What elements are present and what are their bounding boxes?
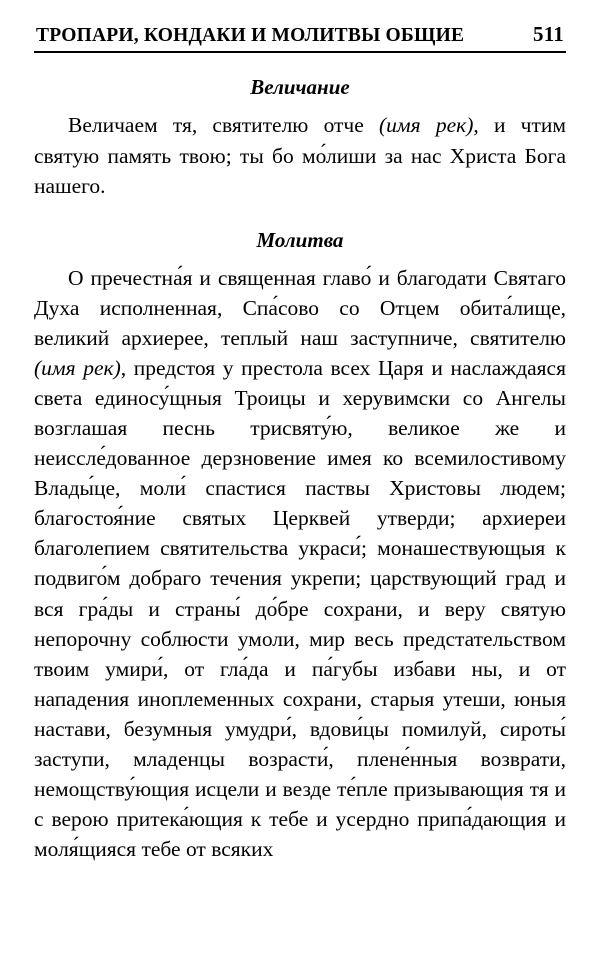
running-head-title: ТРОПАРИ, КОНДАКИ И МОЛИТВЫ ОБЩИЕ [36,25,465,46]
section-heading-velichanie: Величание [250,75,350,99]
paragraph-molitva [34,263,566,865]
velichanie-name-placeholder: (имя рек) [379,113,474,137]
running-head [34,22,566,47]
page-number: 511 [533,22,564,46]
paragraph-velichanie [34,110,566,202]
section-heading-molitva: Молитва [256,227,344,252]
molitva-text-part1: О пречестна́я и священная главо́ и благодати Святаго Духа исполненная, Спа́сово со Отцем обита́лище, великий архиерее, теплый наш заступниче, святителю [34,265,566,350]
velichanie-text-part1: Величаем тя, святителю отче [68,113,380,137]
velichanie-text-part2: , и чтим святую память твою; ты бо мо́лиши за нас Христа Бога нашего. [34,113,567,199]
molitva-text-part2: , предстоя у престола всех Царя и наслаждаяся света единосу́щныя Троицы и херувимски со Ангелы возглашая песнь трисвяту́ю, великое же и неиссле́дованное дерзновение имея ко всемилостивому Влады́це, моли́ спастися паствы Христовы людем; благостоя́ние святых Церквей утверди; архиереи благолепием святительства украси́; монашествующыя к подвиго́м добраго течения укрепи; царствующий град и вся гра́ды и страны́ до́бре сохрани, и веру святую непорочну соблюсти умоли, мир весь предстательством твоим умири́, от гла́да и па́губы избави ны, и от нападения иноплеменных сохрани, старыя утеши, юныя настави, безумныя умудри́, вдови́цы помилуй, сироты́ заступи, младенцы возрасти́, плене́нныя возврати, немощству́ющия исцели и везде те́пле призывающия тя и с верою притека́ющия к тебе и усердно припа́дающия и моля́щияся тебе от всяких [34,355,566,862]
molitva-name-placeholder: (имя рек) [34,355,121,380]
header-divider [34,51,566,53]
